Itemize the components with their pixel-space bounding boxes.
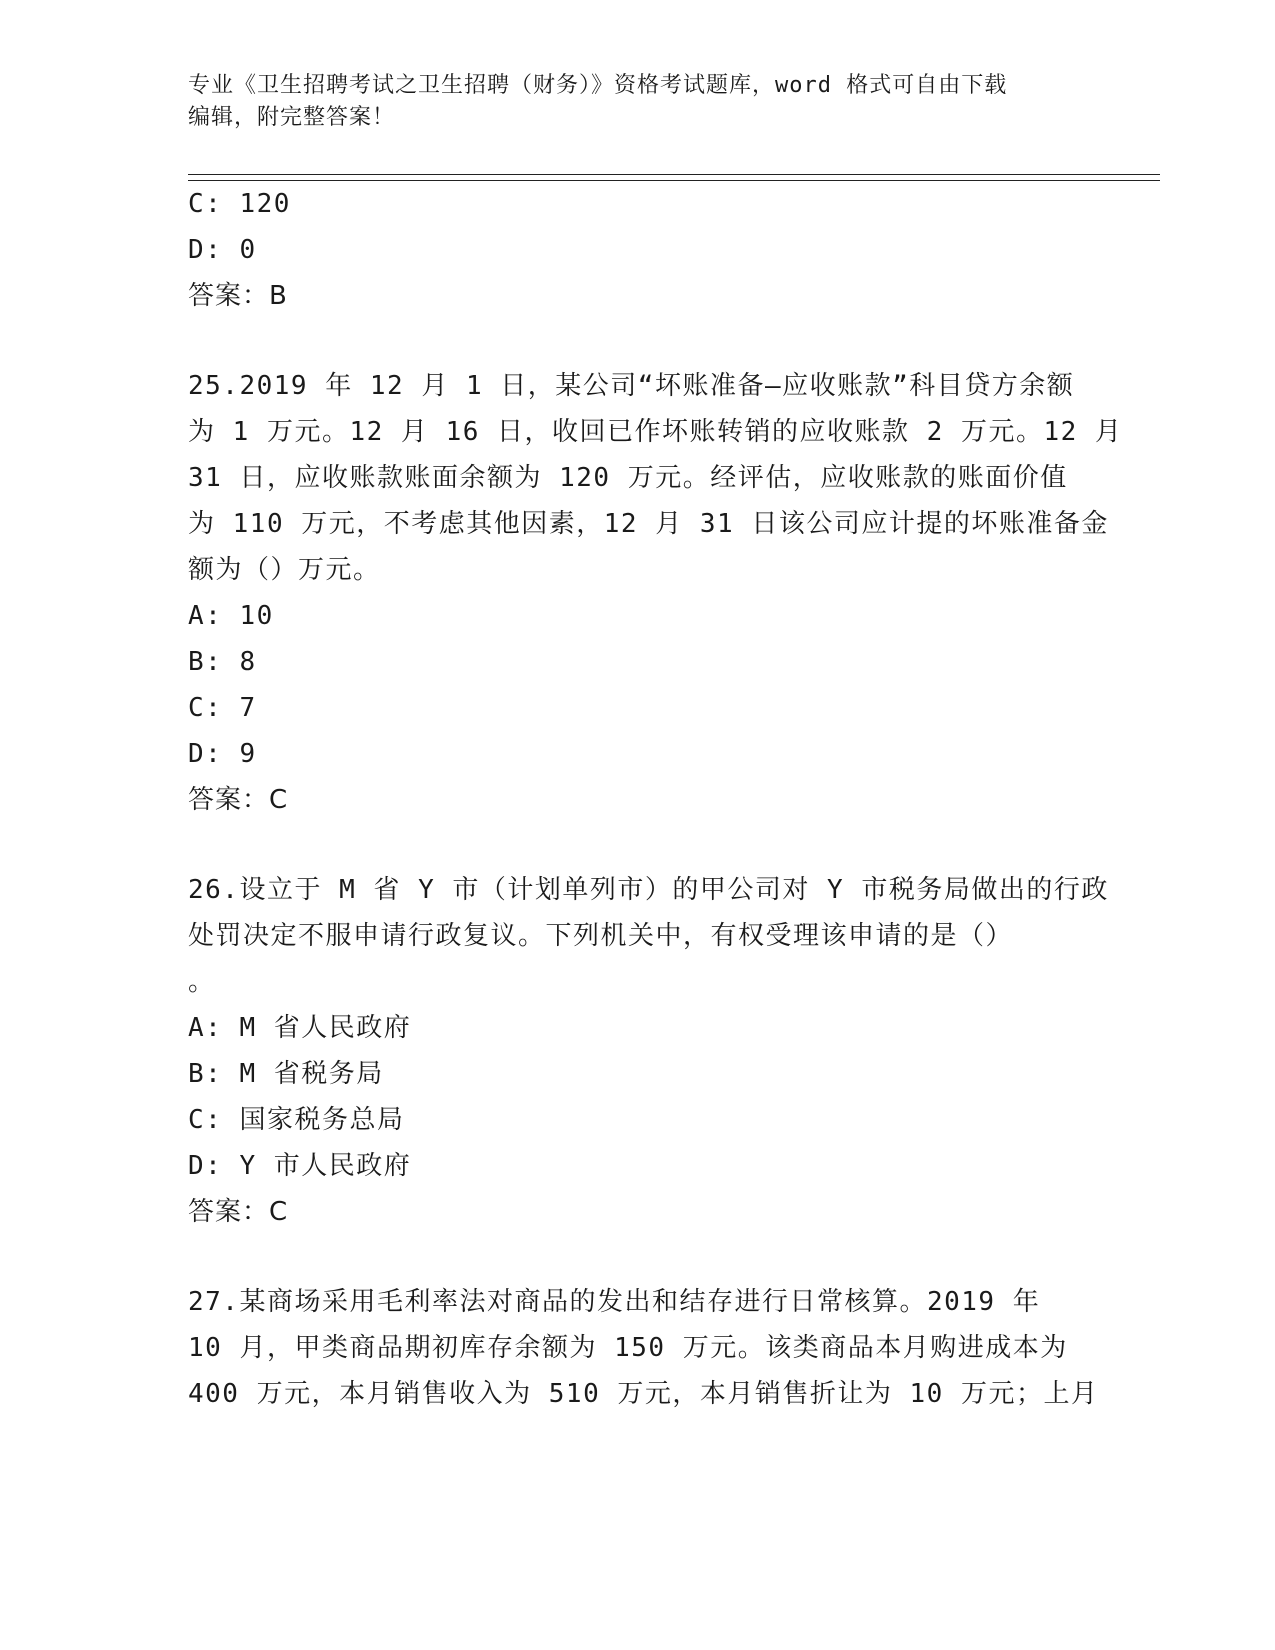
header-divider <box>188 174 1160 181</box>
option-a: A: 10 <box>188 601 274 631</box>
question-text-line: 处罚决定不服申请行政复议。下列机关中，有权受理该申请的是（） <box>188 921 1014 951</box>
question-text-line: 27.某商场采用毛利率法对商品的发出和结存进行日常核算。2019 年 <box>188 1287 1041 1317</box>
question-text-line: 10 月，甲类商品期初库存余额为 150 万元。该类商品本月购进成本为 <box>188 1333 1068 1363</box>
document-page <box>188 70 1160 1417</box>
document-header-line-2: 编辑，附完整答案！ <box>188 105 396 130</box>
option-d: D: 0 <box>188 235 257 265</box>
answer: 答案：C <box>188 1197 289 1227</box>
answer: 答案：B <box>188 281 288 311</box>
option-d: D: 9 <box>188 739 257 769</box>
question-24-tail <box>188 181 1160 319</box>
question-text-line: 为 110 万元，不考虑其他因素，12 月 31 日该公司应计提的坏账准备金 <box>188 509 1109 539</box>
option-c: C: 国家税务总局 <box>188 1105 405 1135</box>
document-header-line-1: 专业《卫生招聘考试之卫生招聘（财务）》资格考试题库，word 格式可自由下载 <box>188 73 1008 98</box>
question-text-line: 为 1 万元。12 月 16 日，收回已作坏账转销的应收账款 2 万元。12 月 <box>188 417 1123 447</box>
answer: 答案：C <box>188 785 289 815</box>
question-27 <box>188 1279 1160 1417</box>
question-text-line: 。 <box>188 967 216 997</box>
option-b: B: M 省税务局 <box>188 1059 384 1089</box>
option-d: D: Y 市人民政府 <box>188 1151 412 1181</box>
question-text-line: 400 万元，本月销售收入为 510 万元，本月销售折让为 10 万元；上月 <box>188 1379 1099 1409</box>
option-c: C: 7 <box>188 693 257 723</box>
option-b: B: 8 <box>188 647 257 677</box>
question-text-line: 31 日，应收账款账面余额为 120 万元。经评估，应收账款的账面价值 <box>188 463 1068 493</box>
option-a: A: M 省人民政府 <box>188 1013 412 1043</box>
question-text-line: 额为（）万元。 <box>188 555 381 585</box>
question-26 <box>188 867 1160 1235</box>
option-c: C: 120 <box>188 189 291 219</box>
question-text-line: 25.2019 年 12 月 1 日，某公司“坏账准备—应收账款”科目贷方余额 <box>188 371 1075 401</box>
question-25 <box>188 363 1160 823</box>
question-text-line: 26.设立于 M 省 Y 市（计划单列市）的甲公司对 Y 市税务局做出的行政 <box>188 875 1109 905</box>
